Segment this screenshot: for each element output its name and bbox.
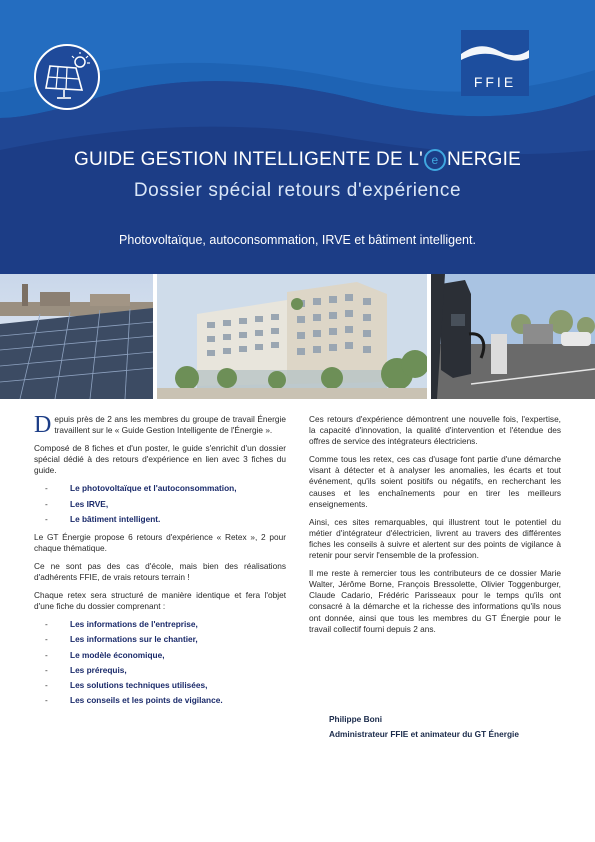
logo-text: FFIE: [473, 74, 517, 90]
header-banner: [0, 0, 595, 274]
ffie-logo: [461, 30, 529, 96]
paragraph: Ce ne sont pas des cas d'école, mais bien des réalisations d'adhérents FFIE, de vrais retours terrain !: [34, 560, 286, 583]
signature-name: Philippe Boni: [329, 714, 383, 724]
signature: [329, 712, 519, 742]
title-end: NERGIE: [446, 149, 521, 170]
list-item: - Le modèle économique,: [34, 650, 286, 661]
sheet-contents-list: [34, 619, 286, 706]
paragraph: Ces retours d'expérience démontrent une nouvelle fois, l'expertise, la capacité d'innovation, la qualité d'intervention et l'étendue des offres de service des intégrateurs électriciens.: [309, 414, 561, 447]
dropcap-letter: D: [34, 412, 52, 438]
right-column: [309, 414, 561, 642]
list-item: - Les IRVE,: [34, 499, 286, 510]
photo-strip: [0, 274, 595, 399]
paragraph: Le GT Énergie propose 6 retours d'expérience « Retex », 2 pour chaque thématique.: [34, 531, 286, 553]
title-start: GUIDE GESTION INTELLIGENTE DE L': [74, 149, 423, 170]
paragraph: Ainsi, ces sites remarquables, qui illustrent tout le potentiel du métier d'intégrateur d'électricien, livrent au travers des différentes fiches les conseils à suivre et alertent sur des points de vigilance à retenir pour servir l'ensemble de la profession.: [309, 516, 561, 561]
ev-charging-photo: [431, 274, 595, 399]
page-subtitle: Dossier spécial retours d'expérience: [133, 180, 462, 201]
intro-paragraph: [34, 414, 286, 436]
energy-e-icon: e: [424, 149, 446, 171]
list-item: - Le bâtiment intelligent.: [34, 514, 286, 525]
left-column: [34, 414, 286, 713]
list-item: - Les informations sur le chantier,: [34, 634, 286, 645]
topics-list: [34, 483, 286, 524]
list-item: - Le photovoltaïque et l'autoconsommation,: [34, 483, 286, 494]
list-item: - Les solutions techniques utilisées,: [34, 680, 286, 691]
list-item: - Les conseils et les points de vigilance.: [34, 695, 286, 706]
page-title: [0, 149, 595, 171]
smart-building-photo: [157, 274, 427, 399]
paragraph: Il me reste à remercier tous les contributeurs de ce dossier Marie Walter, Jérôme Borne, François Bressolette, Olivier Toggenburger, Claude Cadario, Frédéric Parisseaux pour le temps qu'ils ont consacré à la démarche et la richesse des informations qu'ils nous ont donnée, ainsi que tous les membres du GT Énergie pour le travail collectif fourni depuis 2 ans.: [309, 568, 561, 634]
intro-text: epuis près de 2 ans les membres du groupe de travail Énergie travaillent sur le « Guide Gestion Intelligente de l'Énergie ».: [54, 414, 286, 436]
tagline: Photovoltaïque, autoconsommation, IRVE et bâtiment intelligent.: [119, 233, 476, 247]
paragraph: Chaque retex sera structuré de manière identique et fera l'objet d'une fiche du dossier comprenant :: [34, 590, 286, 612]
solar-panel-icon: [34, 44, 100, 110]
solar-roof-photo: [0, 274, 153, 399]
paragraph: Composé de 8 fiches et d'un poster, le guide s'enrichit d'un dossier spécial dédié à des retours d'expérience en lien avec 3 fiches du guide.: [34, 443, 286, 476]
list-item: - Les informations de l'entreprise,: [34, 619, 286, 630]
signature-role: Administrateur FFIE et animateur du GT Énergie: [329, 729, 519, 739]
list-item: - Les prérequis,: [34, 665, 286, 676]
paragraph: Comme tous les retex, ces cas d'usage font partie d'une démarche visant à détecter et à analyser les anomalies, les écarts et tout événement, qu'ils soient positifs ou négatifs, en recherchant les causes et les enchaînements pour en tirer les meilleurs enseignements.: [309, 454, 561, 509]
